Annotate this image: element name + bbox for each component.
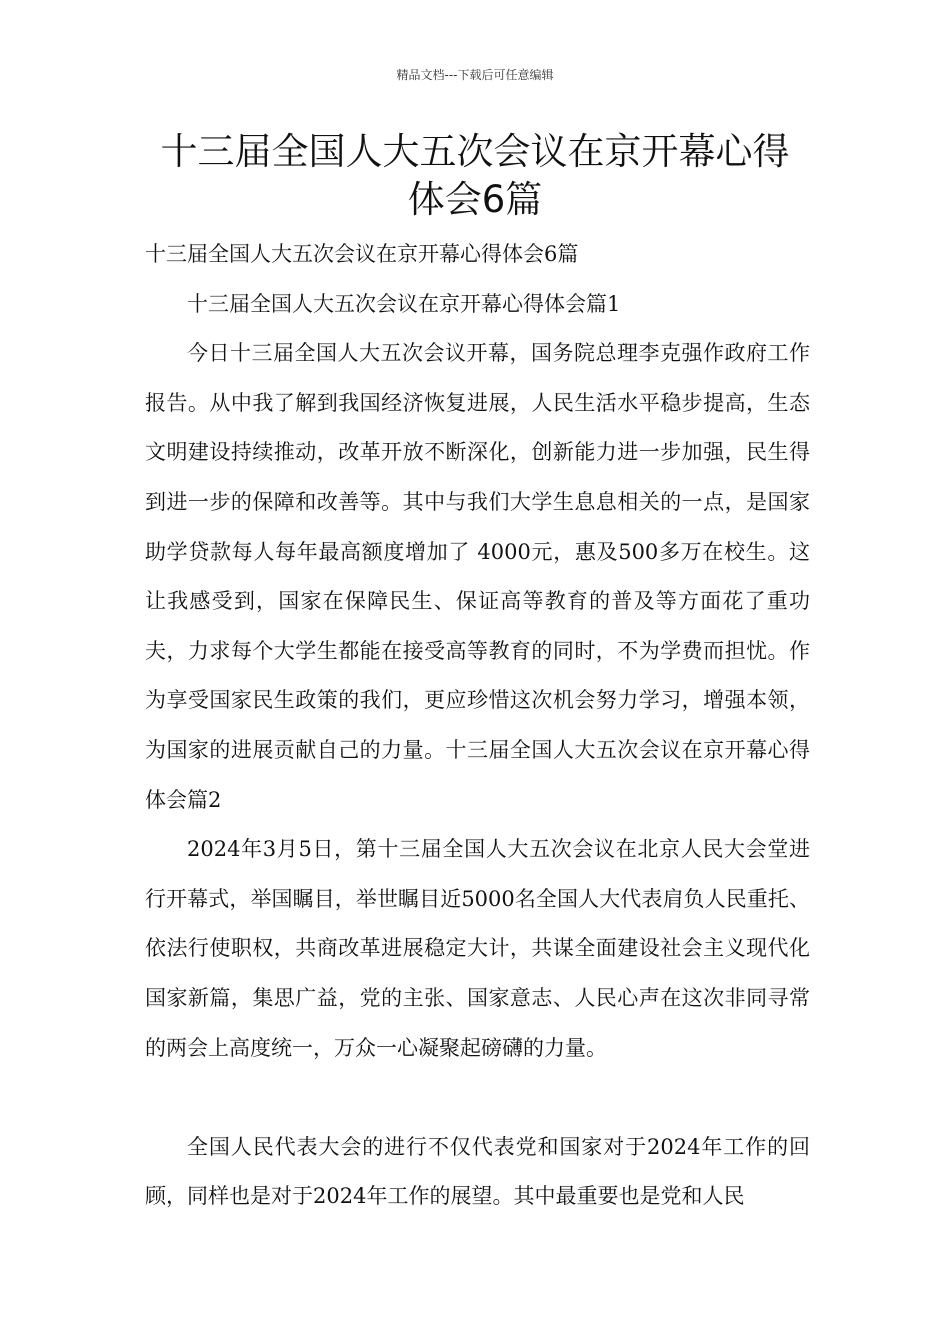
document-title: 十三届全国人大五次会议在京开幕心得体会6篇: [160, 130, 790, 221]
paragraph-gap: [145, 1073, 810, 1123]
body-paragraph: 2024年3月5日，第十三届全国人大五次会议在北京人民大会堂进行开幕式，举国瞩目，举世瞩目近5000名全国人大代表肩负人民重托、依法行使职权，共商改革进展稳定大计，共谋全面建设社会主义现代化国家新篇，集思广益，党的主张、国家意志、人民心声在这次非同寻常的两会上高度统一，万众一心凝聚起磅礴的力量。: [145, 837, 810, 1060]
header-note: 精品文档---下载后可任意编辑: [396, 68, 554, 82]
section-heading: 十三届全国人大五次会议在京开幕心得体会篇1: [187, 291, 621, 316]
subtitle-line: 十三届全国人大五次会议在京开幕心得体会6篇: [145, 242, 579, 266]
body-paragraph: 全国人民代表大会的进行不仅代表党和国家对于2024年工作的回顾，同样也是对于2024年工作的展望。其中最重要也是党和人民: [145, 1134, 810, 1209]
body-paragraph: 今日十三届全国人大五次会议开幕，国务院总理李克强作政府工作报告。从中我了解到我国经济恢复进展，人民生活水平稳步提高，生态文明建设持续推动，改革开放不断深化，创新能力进一步加强，民生得到进一步的保障和改善等。其中与我们大学生息息相关的一点，是国家助学贷款每人每年最高额度增加了 4000元，惠及500多万在校生。这让我感受到，国家在保障民生、保证高等教育的普及等方面花了重功夫，力求每个大学生都能在接受高等教育的同时，不为学费而担忧。作为享受国家民生政策的我们，更应珍惜这次机会努力学习，增强本领，为国家的进展贡献自己的力量。十三届全国人大五次会议在京开幕心得体会篇2: [145, 341, 810, 812]
document-body: [145, 230, 810, 1222]
